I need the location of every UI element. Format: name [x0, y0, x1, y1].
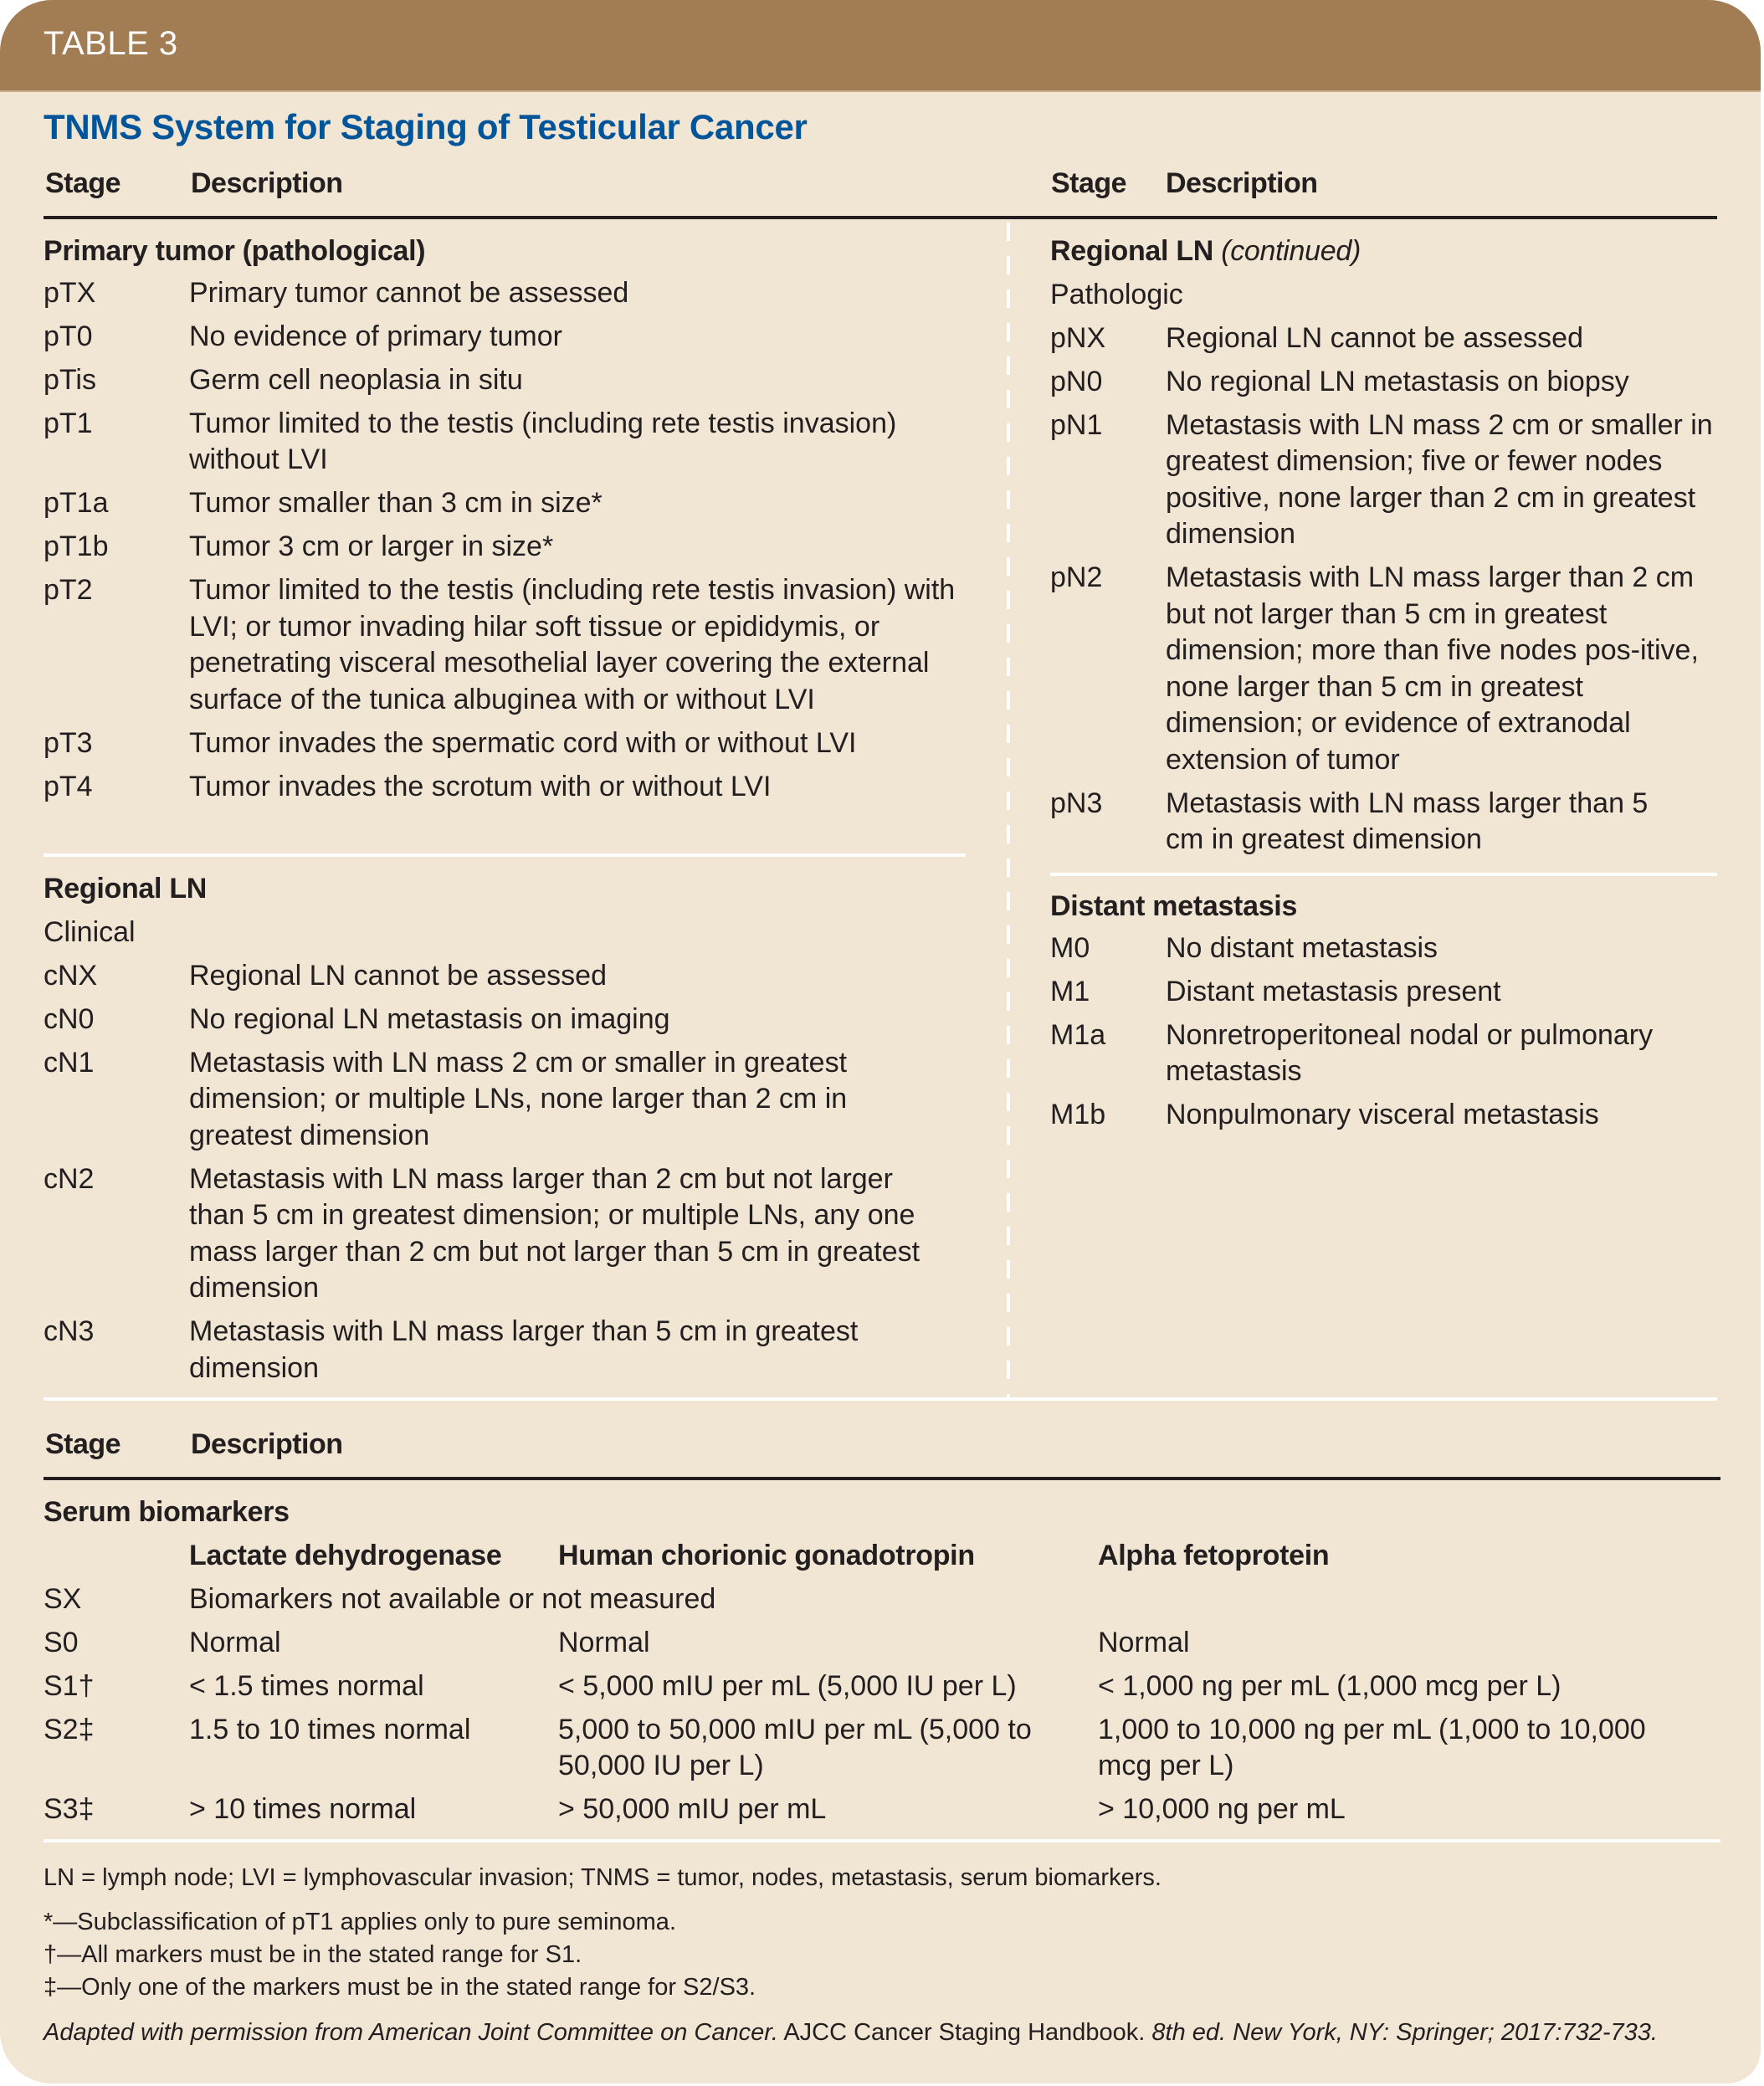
- section-title-text: Regional LN: [1050, 235, 1214, 267]
- footnote-separator: [44, 1839, 1720, 1843]
- stage-description: No regional LN metastasis on biopsy: [1166, 365, 1629, 397]
- hcg-value: < 5,000 mIU per mL (5,000 IU per L): [558, 1669, 1017, 1702]
- stage-description: Tumor 3 cm or larger in size*: [189, 530, 554, 562]
- table-number-label: TABLE 3: [44, 25, 178, 62]
- header-bar: [0, 0, 1761, 92]
- stage-description: Germ cell neoplasia in situ: [189, 363, 523, 396]
- stage-description: No distant metastasis: [1166, 931, 1438, 964]
- table-row: [44, 1668, 1726, 1705]
- footnotes: [44, 1863, 1726, 2048]
- citation-part: Adapted with permission from American Joint Committee on Cancer.: [44, 2019, 778, 2046]
- table-row: [44, 725, 972, 762]
- stage-description: Regional LN cannot be assessed: [1166, 321, 1583, 354]
- stage-description: Metastasis with LN mass larger than 2 cm but not larger than 5 cm in greatest dimension; more than five nodes pos-itive, none larger than 5 cm in greatest dimension; or evidence of extranodal extension of tumor: [1166, 561, 1699, 776]
- left-description-header: Description: [191, 167, 343, 199]
- header-rule: [44, 216, 1717, 219]
- section-subtitle: Clinical: [44, 915, 136, 948]
- table-row: [44, 319, 972, 356]
- table-row: [44, 406, 972, 479]
- stage-code: cN0: [44, 1002, 95, 1035]
- table-row: [44, 1002, 972, 1038]
- section-title: Distant metastasis: [1050, 890, 1298, 922]
- section-title: Serum biomarkers: [44, 1496, 290, 1528]
- ldh-header: Lactate dehydrogenase: [189, 1539, 502, 1571]
- afp-value: < 1,000 ng per mL (1,000 mcg per L): [1098, 1669, 1561, 1702]
- ldh-value: < 1.5 times normal: [189, 1669, 424, 1702]
- primary-tumor-section: [44, 233, 972, 805]
- stage-code: pT3: [44, 726, 93, 759]
- stage-code: pTX: [44, 276, 96, 309]
- table-title: TNMS System for Staging of Testicular Cancer: [44, 107, 808, 146]
- table-row: [1050, 1017, 1720, 1090]
- column-divider: [1007, 223, 1010, 1401]
- table-row: [44, 1314, 972, 1386]
- table-row: [44, 485, 972, 522]
- stage-description: Distant metastasis present: [1166, 975, 1501, 1007]
- table-row: [44, 958, 972, 995]
- stage-code: S1†: [44, 1669, 95, 1702]
- table-row: [44, 275, 972, 312]
- stage-description: No evidence of primary tumor: [189, 320, 562, 352]
- stage-code: pN0: [1050, 365, 1103, 397]
- stage-code: pT0: [44, 320, 93, 352]
- stage-code: pT4: [44, 770, 93, 802]
- section-separator: [44, 853, 966, 857]
- stage-code: pT1: [44, 407, 93, 439]
- distant-metastasis-section: [1050, 889, 1720, 1134]
- stage-description: Metastasis with LN mass larger than 5 cm in greatest dimension: [1166, 787, 1649, 855]
- stage-description: Tumor limited to the testis (including rete testis invasion) with LVI; or tumor invading hilar soft tissue or epididymis, or penetrating visceral mesothelial layer covering the external surface of the tunica albuginea with or without LVI: [189, 574, 956, 715]
- table-row: [44, 1712, 1726, 1785]
- stage-description: No regional LN metastasis on imaging: [189, 1002, 670, 1035]
- table-row: [1050, 930, 1720, 967]
- hcg-value: Normal: [558, 1626, 650, 1658]
- source-citation: [44, 2017, 1726, 2048]
- left-stage-header: Stage: [45, 167, 121, 199]
- stage-code: cN2: [44, 1162, 95, 1195]
- stage-description: Tumor smaller than 3 cm in size*: [189, 487, 603, 519]
- regional-ln-clinical-section: [44, 871, 972, 1386]
- asterisk-note: *—Subclassification of pT1 applies only to pure seminoma.: [44, 1909, 676, 1935]
- stage-code: pN2: [1050, 561, 1103, 593]
- table-row: [44, 362, 972, 399]
- stage-code: pT2: [44, 574, 93, 606]
- table-row: [44, 529, 972, 566]
- serum-biomarkers-section: [44, 1494, 1726, 1828]
- citation-part: 8th ed. New York, NY: Springer; 2017:732-733.: [1145, 2019, 1658, 2046]
- table-row: [44, 1625, 1726, 1662]
- stage-description: Primary tumor cannot be assessed: [189, 276, 629, 309]
- hcg-header: Human chorionic gonadotropin: [558, 1539, 975, 1571]
- stage-code: pTis: [44, 363, 96, 396]
- table-row: [44, 1161, 972, 1307]
- ldh-value: 1.5 to 10 times normal: [189, 1713, 471, 1745]
- stage-code: M1b: [1050, 1099, 1106, 1130]
- hcg-value: > 50,000 mIU per mL: [558, 1793, 827, 1825]
- right-description-header: Description: [1166, 167, 1318, 199]
- stage-description: Nonpulmonary visceral metastasis: [1166, 1099, 1599, 1130]
- stage-description: Metastasis with LN mass 2 cm or smaller in greatest dimension; five or fewer nodes positive, none larger than 2 cm in greatest dimension: [1166, 408, 1713, 550]
- stage-code: M1: [1050, 975, 1090, 1007]
- table-row: [44, 1045, 972, 1155]
- stage-code: S3‡: [44, 1793, 95, 1825]
- section-separator: [1050, 873, 1717, 876]
- stage-code: M1a: [1050, 1018, 1106, 1051]
- stage-code: SX: [44, 1582, 82, 1615]
- table-row: [1050, 1097, 1720, 1134]
- stage-code: pT1b: [44, 530, 109, 562]
- stage-code: pN3: [1050, 787, 1103, 819]
- stage-code: pN1: [1050, 408, 1103, 441]
- stage-description: Metastasis with LN mass larger than 2 cm but not larger than 5 cm in greatest dimension; or multiple LNs, any one mass larger than 2 cm but not larger than 5 cm in greatest dimension: [189, 1162, 920, 1304]
- section-title: Primary tumor (pathological): [44, 235, 426, 267]
- table-row: [44, 1581, 1726, 1618]
- regional-ln-pathologic-section: [1050, 233, 1720, 858]
- section-title: [1050, 233, 1720, 270]
- table-row: [1050, 320, 1720, 357]
- stage-description: Metastasis with LN mass larger than 5 cm in greatest dimension: [189, 1315, 859, 1384]
- stage-code: cNX: [44, 959, 98, 992]
- section-subtitle: Pathologic: [1050, 278, 1183, 310]
- table-row: [44, 572, 972, 718]
- table-row: [1050, 364, 1720, 401]
- bottom-stage-header: Stage: [45, 1428, 121, 1460]
- stage-code: pNX: [1050, 321, 1106, 354]
- dagger-note: †—All markers must be in the stated range for S1.: [44, 1941, 582, 1968]
- stage-code: cN3: [44, 1315, 95, 1347]
- afp-value: 1,000 to 10,000 ng per mL (1,000 to 10,000 mcg per L): [1098, 1713, 1646, 1781]
- double-dagger-note: ‡—Only one of the markers must be in the stated range for S2/S3.: [44, 1974, 756, 2001]
- ldh-value: > 10 times normal: [189, 1793, 417, 1825]
- bottom-description-header: Description: [191, 1428, 343, 1460]
- afp-value: > 10,000 ng per mL: [1098, 1793, 1346, 1825]
- section-title: Regional LN: [44, 873, 208, 905]
- section-separator: [44, 1397, 1717, 1401]
- stage-code: S2‡: [44, 1713, 95, 1745]
- table-row: [1050, 786, 1720, 858]
- table-row: [44, 1791, 1726, 1828]
- continued-note: (continued): [1221, 235, 1361, 267]
- stage-description: Nonretroperitoneal nodal or pulmonary metastasis: [1166, 1018, 1654, 1087]
- stage-description: Regional LN cannot be assessed: [189, 959, 607, 992]
- table-row: [44, 769, 972, 806]
- stage-description: Tumor invades the scrotum with or without LVI: [189, 770, 772, 802]
- stage-description: Metastasis with LN mass 2 cm or smaller in greatest dimension; or multiple LNs, none larger than 2 cm in greatest dimension: [189, 1046, 848, 1151]
- biomarker-header-rule: [44, 1477, 1720, 1480]
- citation-book-title: AJCC Cancer Staging Handbook.: [777, 2019, 1146, 2046]
- stage-code: M0: [1050, 931, 1090, 964]
- stage-description: Tumor limited to the testis (including rete testis invasion) without LVI: [189, 407, 897, 475]
- table-row: [1050, 407, 1720, 553]
- stage-code: cN1: [44, 1046, 95, 1079]
- table-row: [1050, 560, 1720, 778]
- stage-code: S0: [44, 1626, 79, 1658]
- abbreviations-note: LN = lymph node; LVI = lymphovascular invasion; TNMS = tumor, nodes, metastasis, serum biomarkers.: [44, 1864, 1161, 1891]
- ldh-value: Normal: [189, 1626, 281, 1658]
- hcg-value: 5,000 to 50,000 mIU per mL (5,000 to 50,000 IU per L): [558, 1713, 1032, 1781]
- stage-description: Tumor invades the spermatic cord with or without LVI: [189, 726, 857, 759]
- stage-code: pT1a: [44, 487, 109, 519]
- stage-description: Biomarkers not available or not measured: [189, 1582, 716, 1615]
- blank-cell: [44, 1538, 189, 1575]
- afp-header: Alpha fetoprotein: [1098, 1539, 1330, 1571]
- right-stage-header: Stage: [1051, 167, 1127, 199]
- table-row: [1050, 974, 1720, 1011]
- afp-value: Normal: [1098, 1626, 1190, 1658]
- biomarker-column-headers: [44, 1538, 1726, 1575]
